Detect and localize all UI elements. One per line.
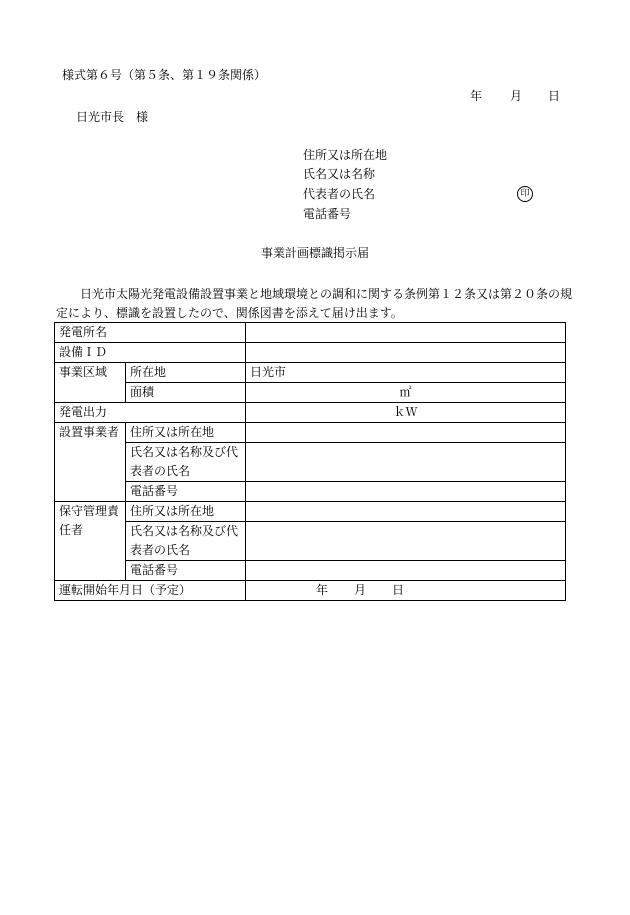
maintenance-address-label: 住所又は所在地 xyxy=(126,502,246,522)
output-unit: ｋＷ xyxy=(246,403,566,423)
table-row xyxy=(55,561,566,581)
table-row xyxy=(55,522,566,542)
facility-id-label: 設備ＩＤ xyxy=(55,343,246,363)
start-date-value xyxy=(246,581,566,601)
table-row xyxy=(55,403,566,423)
area-unit: ㎡ xyxy=(246,383,566,403)
plant-name-value xyxy=(246,323,566,343)
table-row xyxy=(55,423,566,443)
maintenance-phone-value xyxy=(246,561,566,581)
applicant-name-label: 氏名又は名称 xyxy=(303,167,376,181)
maintenance-address-value xyxy=(246,502,566,522)
start-month: 月 xyxy=(354,583,367,597)
submission-date xyxy=(470,89,560,103)
installer-label: 設置事業者 xyxy=(55,423,126,502)
start-day: 日 xyxy=(392,583,405,597)
table-row xyxy=(55,443,566,463)
location-value: 日光市 xyxy=(246,363,566,383)
table-row xyxy=(55,323,566,343)
table-row xyxy=(55,502,566,522)
maintenance-label-line2: 任者 xyxy=(59,523,84,537)
maintenance-phone-label: 電話番号 xyxy=(126,561,246,581)
location-label: 所在地 xyxy=(126,363,246,383)
project-area-label: 事業区域 xyxy=(55,363,126,403)
maintenance-label-line1: 保守管理責 xyxy=(59,504,120,518)
date-year: 年 xyxy=(470,89,483,103)
maintenance-name-label-line1: 氏名又は名称及び代 xyxy=(126,522,246,542)
table-row xyxy=(55,363,566,383)
installer-name-label-line1: 氏名又は名称及び代 xyxy=(126,443,246,463)
table-row xyxy=(55,581,566,601)
application-table xyxy=(54,322,566,601)
output-label: 発電出力 xyxy=(55,403,246,423)
form-number: 様式第６号（第５条、第１９条関係） xyxy=(62,68,267,82)
installer-address-value xyxy=(246,423,566,443)
applicant-representative-label: 代表者の氏名 xyxy=(303,187,376,201)
addressee: 日光市長 様 xyxy=(76,110,149,124)
start-year: 年 xyxy=(316,583,329,597)
maintenance-name-value xyxy=(246,522,566,561)
plant-name-label: 発電所名 xyxy=(55,323,246,343)
applicant-address-label: 住所又は所在地 xyxy=(303,148,388,162)
applicant-phone-label: 電話番号 xyxy=(303,207,352,221)
body-text: 日光市太陽光発電設備設置事業と地域環境との調和に関する条例第１２条又は第２０条の規定により、標識を設置したので、関係図書を添えて届け出ます。 xyxy=(56,287,573,320)
facility-id-value xyxy=(246,343,566,363)
table-row xyxy=(55,383,566,403)
installer-phone-value xyxy=(246,482,566,502)
installer-name-label-line2: 表者の氏名 xyxy=(126,462,246,482)
maintenance-label xyxy=(55,502,126,581)
maintenance-name-label-line2: 表者の氏名 xyxy=(126,541,246,561)
area-label: 面積 xyxy=(126,383,246,403)
installer-phone-label: 電話番号 xyxy=(126,482,246,502)
installer-address-label: 住所又は所在地 xyxy=(126,423,246,443)
seal-mark: 印 xyxy=(517,186,533,202)
document-title: 事業計画標識掲示届 xyxy=(260,246,369,260)
installer-name-value xyxy=(246,443,566,482)
date-day: 日 xyxy=(548,89,561,103)
date-month: 月 xyxy=(510,89,523,103)
start-date-label: 運転開始年月日（予定） xyxy=(55,581,246,601)
table-row xyxy=(55,343,566,363)
table-row xyxy=(55,482,566,502)
